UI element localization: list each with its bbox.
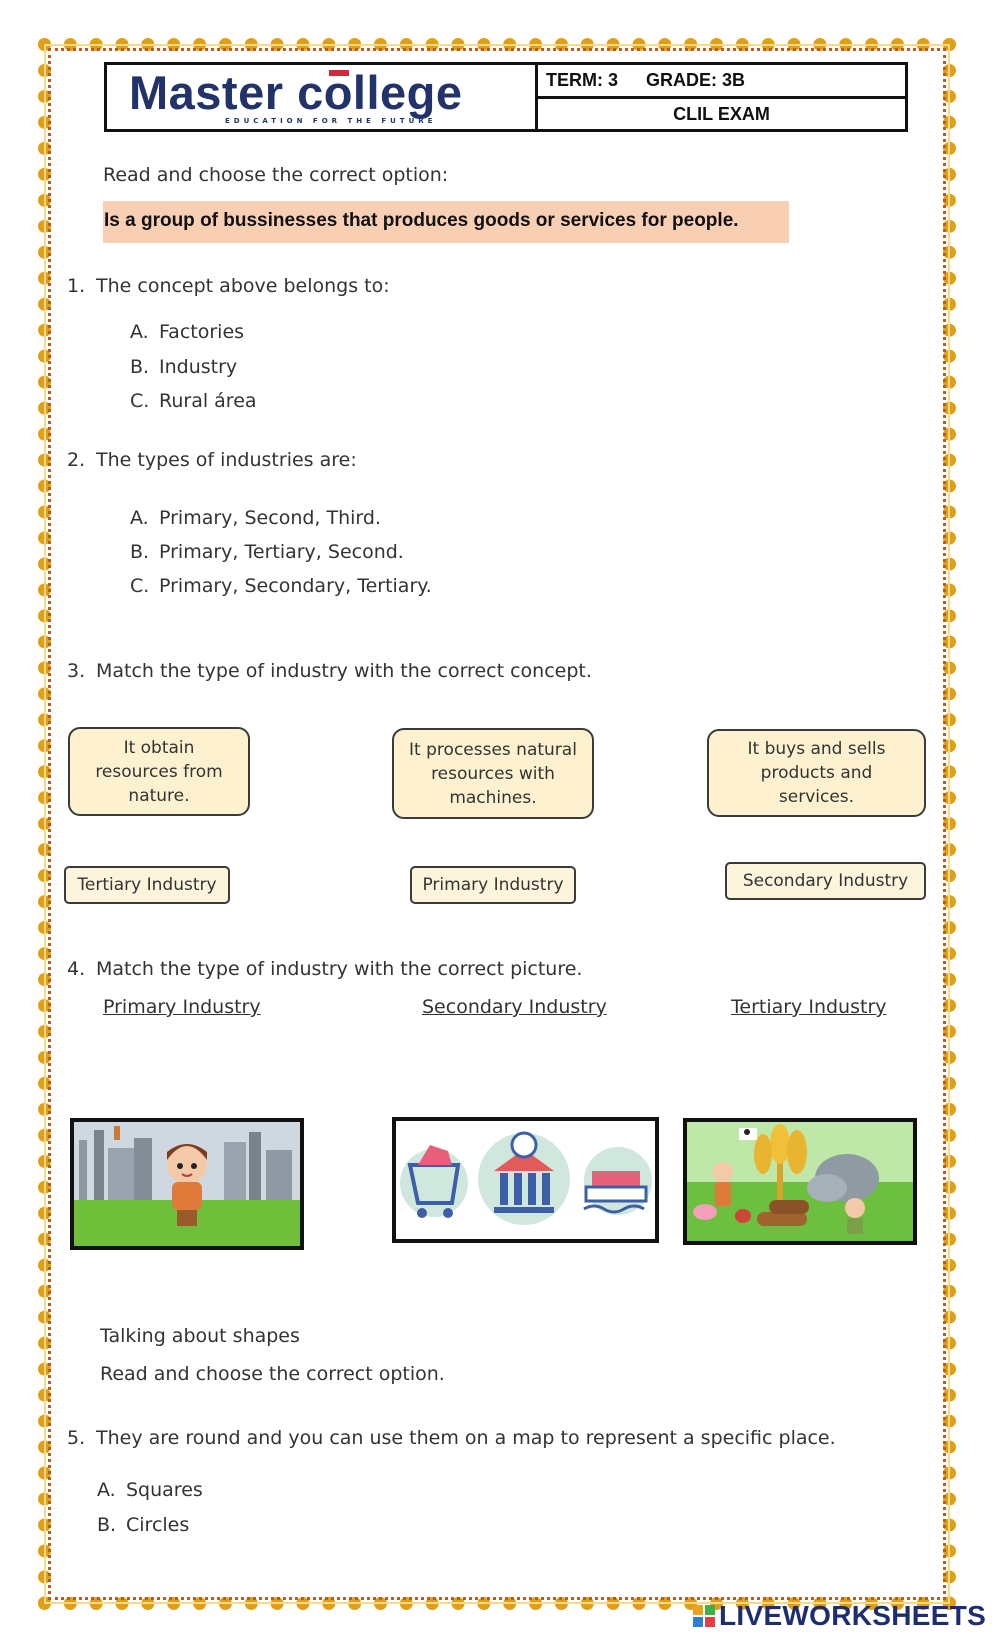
q4-label-primary[interactable]: Primary Industry bbox=[103, 996, 261, 1018]
q2-question bbox=[67, 449, 357, 471]
q4-number: 4. bbox=[67, 958, 86, 980]
q3-text: Match the type of industry with the correct concept. bbox=[96, 660, 592, 682]
exam-title: CLIL EXAM bbox=[673, 103, 770, 124]
q4-label-secondary[interactable]: Secondary Industry bbox=[422, 996, 607, 1018]
exam-header bbox=[104, 62, 908, 132]
q2-number: 2. bbox=[67, 449, 86, 471]
concept-highlight: Is a group of bussinesses that produces goods or services for people. bbox=[103, 201, 789, 243]
school-logo bbox=[107, 65, 538, 129]
exam-meta bbox=[538, 65, 905, 129]
q2-option-b[interactable]: B. Primary, Tertiary, Second. bbox=[130, 541, 404, 563]
q4-question bbox=[67, 958, 582, 980]
term-grade-row bbox=[538, 65, 905, 99]
concept-box-1[interactable]: It obtain resources from nature. bbox=[68, 727, 250, 816]
picture-factory[interactable] bbox=[70, 1118, 304, 1250]
liveworksheets-brand: LIVEWORKSHEETS bbox=[719, 1600, 987, 1631]
shapes-instruction: Read and choose the correct option. bbox=[100, 1363, 445, 1385]
q1-number: 1. bbox=[67, 275, 86, 297]
q3-number: 3. bbox=[67, 660, 86, 682]
q5-question bbox=[67, 1427, 836, 1449]
q3-label-2[interactable]: Primary Industry bbox=[410, 866, 576, 904]
liveworksheets-logo bbox=[693, 1600, 986, 1632]
q1-text: The concept above belongs to: bbox=[96, 275, 390, 297]
q1-option-b[interactable]: B. Industry bbox=[130, 356, 238, 378]
q2-text: The types of industries are: bbox=[96, 449, 357, 471]
grade-label: GRADE: 3B bbox=[646, 70, 746, 90]
liveworksheets-icon bbox=[693, 1605, 715, 1627]
q5-number: 5. bbox=[67, 1427, 86, 1449]
q2-option-c[interactable]: C. Primary, Secondary, Tertiary. bbox=[130, 575, 432, 597]
q3-label-3[interactable]: Secondary Industry bbox=[725, 862, 926, 900]
q1-question bbox=[67, 275, 390, 297]
q4-text: Match the type of industry with the correct picture. bbox=[96, 958, 583, 980]
school-name: Master college bbox=[129, 66, 463, 119]
concept-box-3[interactable]: It buys and sells products and services. bbox=[707, 729, 926, 817]
q3-label-1[interactable]: Tertiary Industry bbox=[64, 866, 230, 904]
q5-text: They are round and you can use them on a map to represent a specific place. bbox=[96, 1427, 836, 1449]
q5-option-a[interactable]: A. Squares bbox=[97, 1479, 203, 1501]
intro-instruction: Read and choose the correct option: bbox=[103, 164, 449, 186]
concept-box-2[interactable]: It processes natural resources with machines. bbox=[392, 728, 594, 819]
shapes-title: Talking about shapes bbox=[100, 1325, 300, 1347]
term-label: TERM: 3 bbox=[546, 70, 618, 90]
q4-label-tertiary[interactable]: Tertiary Industry bbox=[731, 996, 887, 1018]
q3-question bbox=[67, 660, 592, 682]
q5-option-b[interactable]: B. Circles bbox=[97, 1514, 190, 1536]
q1-option-c[interactable]: C. Rural área bbox=[130, 390, 257, 412]
q1-option-a[interactable]: A. Factories bbox=[130, 321, 245, 343]
picture-commerce[interactable] bbox=[392, 1117, 659, 1243]
school-tagline: EDUCATION FOR THE FUTURE bbox=[225, 117, 437, 125]
q2-option-a[interactable]: A. Primary, Second, Third. bbox=[130, 507, 382, 529]
picture-farm[interactable] bbox=[683, 1118, 917, 1245]
